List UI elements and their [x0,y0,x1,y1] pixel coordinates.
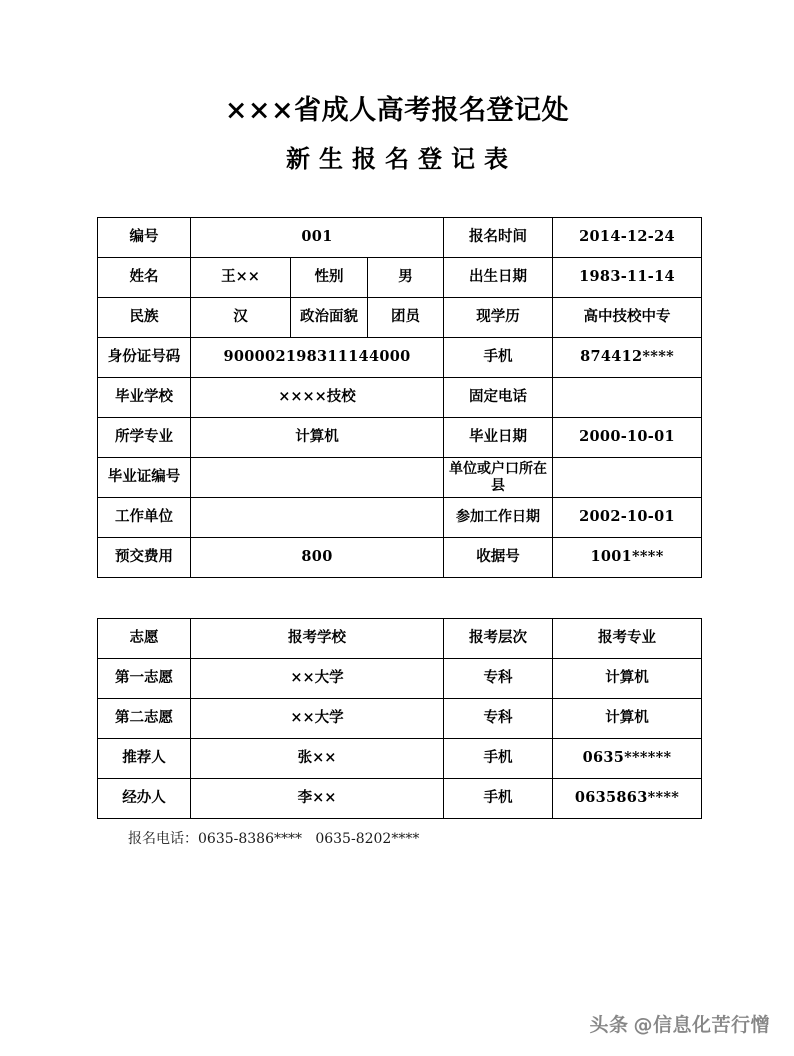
field-label-xianxueli: 现学历 [444,298,553,338]
column-header-baokao-xuexiao: 报考学校 [191,619,444,659]
row-value-tuijianren-name: 张×× [191,739,444,779]
field-label-baoming-shijian: 报名时间 [444,218,553,258]
table-row [98,659,702,699]
watermark [589,1010,770,1037]
field-label-xingming: 姓名 [98,258,191,298]
document-title-main: ×××省成人高考报名登记处 [224,95,570,126]
field-value-guding-dianhua [553,378,702,418]
registration-phone-note: 报名电话：0635-8386**** 0635-8202**** [128,831,420,847]
row-value-diyi-zhuanye: 计算机 [553,659,702,699]
field-label-shenfenzheng: 身份证号码 [98,338,191,378]
table-row [98,779,702,819]
field-value-baoming-shijian: 2014-12-24 [553,218,702,258]
field-label-biye-riqi: 毕业日期 [444,418,553,458]
field-value-zhengzhi-mianmao: 团员 [368,298,444,338]
field-label-chusheng-riqi: 出生日期 [444,258,553,298]
field-value-gongzuo-danwei [191,498,444,538]
field-label-gongzuo-danwei: 工作单位 [98,498,191,538]
table-row [98,258,702,298]
field-value-chusheng-riqi: 1983-11-14 [553,258,702,298]
field-value-xingming: 王×× [191,258,291,298]
row-value-dier-cengci: 专科 [444,699,553,739]
basic-info-table [97,217,702,578]
field-label-shouju-hao: 收据号 [444,538,553,578]
field-value-biye-riqi: 2000-10-01 [553,418,702,458]
field-value-xianxueli: 高中技校中专 [553,298,702,338]
field-label-biyezheng-bianhao: 毕业证编号 [98,458,191,498]
row-value-dier-xuexiao: ××大学 [191,699,444,739]
row-value-diyi-xuexiao: ××大学 [191,659,444,699]
table-row [98,458,702,498]
column-header-baokao-cengci: 报考层次 [444,619,553,659]
table-row [98,338,702,378]
row-label-tuijianren-shouji: 手机 [444,739,553,779]
application-choices-table [97,618,702,819]
field-label-yujiao-feiyong: 预交费用 [98,538,191,578]
document-title-sub: 新生报名登记表 [286,144,517,173]
row-label-jingbanren-shouji: 手机 [444,779,553,819]
row-value-dier-zhuanye: 计算机 [553,699,702,739]
field-value-shenfenzheng: 900002198311144000 [191,338,444,378]
row-label-jingbanren: 经办人 [98,779,191,819]
row-value-jingbanren-name: 李×× [191,779,444,819]
table-row [98,298,702,338]
field-value-xingbie: 男 [368,258,444,298]
watermark-handle: @信息化苦行憎 [633,1014,770,1036]
table-row [98,418,702,458]
table-row [98,378,702,418]
field-value-yujiao-feiyong: 800 [191,538,444,578]
column-header-baokao-zhuanye: 报考专业 [553,619,702,659]
field-label-bianhao: 编号 [98,218,191,258]
row-label-dier-zhiyuan: 第二志愿 [98,699,191,739]
field-label-minzu: 民族 [98,298,191,338]
column-header-zhiyuan: 志愿 [98,619,191,659]
field-label-suoxue-zhuanye: 所学专业 [98,418,191,458]
field-label-shouji: 手机 [444,338,553,378]
field-label-canjia-gongzuo-riqi: 参加工作日期 [444,498,553,538]
field-label-zhengzhi-mianmao: 政治面貌 [291,298,368,338]
field-value-suoxue-zhuanye: 计算机 [191,418,444,458]
field-value-canjia-gongzuo-riqi: 2002-10-01 [553,498,702,538]
table-row [98,699,702,739]
field-label-biye-xuexiao: 毕业学校 [98,378,191,418]
field-label-guding-dianhua: 固定电话 [444,378,553,418]
row-value-diyi-cengci: 专科 [444,659,553,699]
field-value-danwei-huokou [553,458,702,498]
field-value-shouji: 874412**** [553,338,702,378]
field-value-biyezheng-bianhao [191,458,444,498]
field-label-xingbie: 性别 [291,258,368,298]
row-value-jingbanren-shouji: 0635863**** [553,779,702,819]
table-row [98,218,702,258]
field-value-biye-xuexiao: ××××技校 [191,378,444,418]
field-label-danwei-huokou: 单位或户口所在县 [444,458,553,498]
field-value-minzu: 汉 [191,298,291,338]
table-header-row [98,619,702,659]
field-value-bianhao: 001 [191,218,444,258]
table-row [98,739,702,779]
row-value-tuijianren-shouji: 0635****** [553,739,702,779]
row-label-diyi-zhiyuan: 第一志愿 [98,659,191,699]
row-label-tuijianren: 推荐人 [98,739,191,779]
table-row [98,538,702,578]
table-row [98,498,702,538]
field-value-shouju-hao: 1001**** [553,538,702,578]
watermark-platform-tag: 头条 [589,1014,629,1036]
